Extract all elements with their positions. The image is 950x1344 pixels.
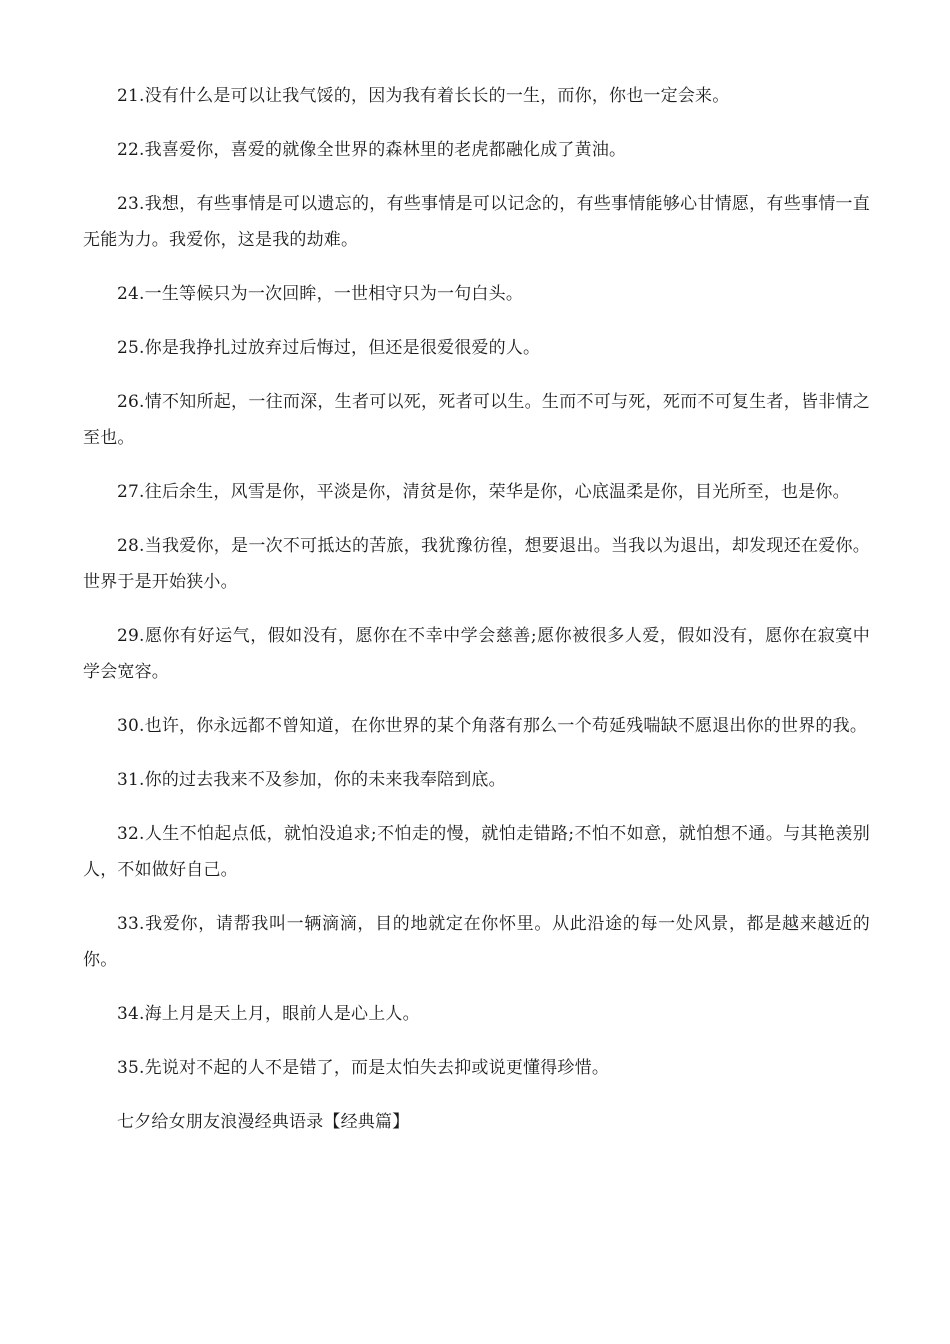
quote-paragraph: 24.一生等候只为一次回眸，一世相守只为一句白头。 bbox=[117, 284, 524, 304]
quote-paragraph: 33.我爱你，请帮我叫一辆滴滴，目的地就定在你怀里。从此沿途的每一处风景，都是越来越近的你。 bbox=[83, 914, 870, 970]
quote-paragraph: 34.海上月是天上月，眼前人是心上人。 bbox=[117, 1004, 420, 1024]
document-body bbox=[83, 78, 870, 1140]
quote-paragraph: 25.你是我挣扎过放弃过后悔过，但还是很爱很爱的人。 bbox=[117, 338, 541, 358]
quote-paragraph: 27.往后余生，风雪是你，平淡是你，清贫是你，荣华是你，心底温柔是你，目光所至，也是你。 bbox=[117, 482, 850, 502]
quote-paragraph: 22.我喜爱你，喜爱的就像全世界的森林里的老虎都融化成了黄油。 bbox=[117, 140, 627, 160]
quote-paragraph: 23.我想，有些事情是可以遗忘的，有些事情是可以记念的，有些事情能够心甘情愿，有些事情一直无能为力。我爱你，这是我的劫难。 bbox=[83, 194, 870, 250]
quote-paragraph: 21.没有什么是可以让我气馁的，因为我有着长长的一生，而你，你也一定会来。 bbox=[117, 86, 730, 106]
quote-paragraph: 29.愿你有好运气，假如没有，愿你在不幸中学会慈善;愿你被很多人爱，假如没有，愿你在寂寞中学会宽容。 bbox=[83, 626, 870, 682]
quote-paragraph: 26.情不知所起，一往而深，生者可以死，死者可以生。生而不可与死，死而不可复生者，皆非情之至也。 bbox=[83, 392, 870, 448]
quote-paragraph: 28.当我爱你，是一次不可抵达的苦旅，我犹豫彷徨，想要退出。当我以为退出，却发现还在爱你。世界于是开始狭小。 bbox=[83, 536, 870, 592]
quote-paragraph: 30.也许，你永远都不曾知道，在你世界的某个角落有那么一个苟延残喘缺不愿退出你的世界的我。 bbox=[117, 716, 868, 736]
section-heading: 七夕给女朋友浪漫经典语录【经典篇】 bbox=[117, 1112, 410, 1132]
quote-paragraph: 32.人生不怕起点低，就怕没追求;不怕走的慢，就怕走错路;不怕不如意，就怕想不通。与其艳羡别人，不如做好自己。 bbox=[83, 824, 870, 880]
quote-paragraph: 31.你的过去我来不及参加，你的未来我奉陪到底。 bbox=[117, 770, 506, 790]
quote-paragraph: 35.先说对不起的人不是错了，而是太怕失去抑或说更懂得珍惜。 bbox=[117, 1058, 610, 1078]
